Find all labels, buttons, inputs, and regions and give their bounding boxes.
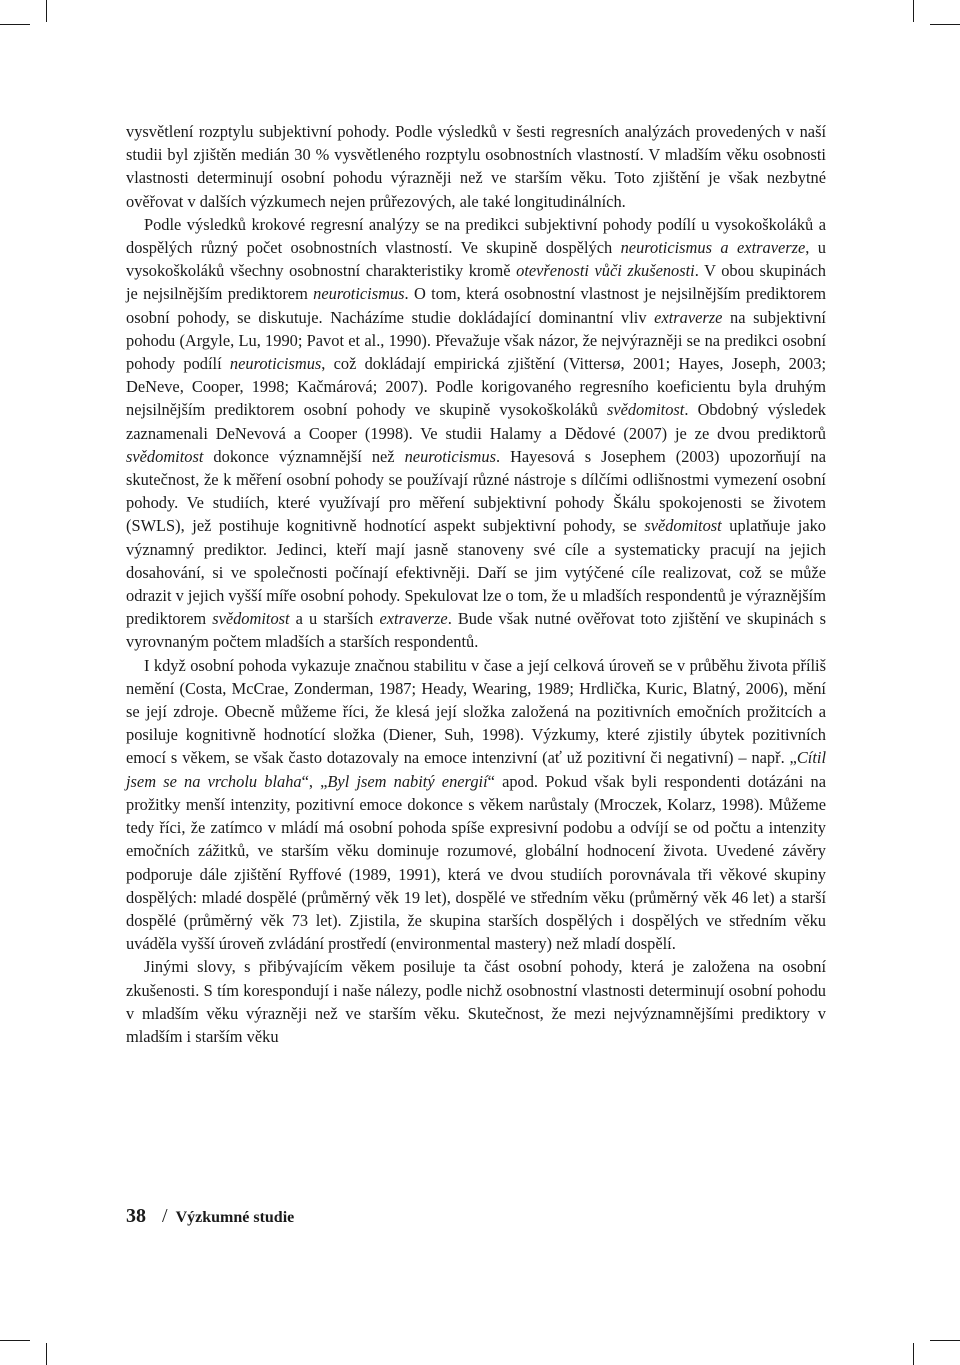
italic-term: neuroticismus [229, 354, 322, 374]
paragraph-1 [126, 120, 826, 213]
italic-quote: Byl jsem nabitý energií [327, 771, 488, 791]
paragraph-4 [126, 955, 826, 1048]
paragraph-3 [126, 654, 826, 956]
page-number: 38 [126, 1205, 146, 1227]
italic-term: neuroticismus [404, 446, 496, 466]
italic-term: svědomitost [212, 609, 290, 629]
paragraph-2 [126, 213, 826, 654]
page-footer [126, 1205, 294, 1228]
text-run: “ apod. Pokud však byli respondenti dotázáni na prožitky menší intenzity, pozitivní emoce dokonce s věkem narůstaly (Mroczek, Kolarz, 1998). Můžeme tedy říci, že zatímco v mládí má osobní pohoda spíše expresivní podobu a odvíjí se od počtu a intenzity emočních zážitků, ve starším věku dominuje rozumové, globální hodnocení života. Uvedené závěry podporuje dále zjištění Ryffové (1989, 1991), která ve dvou studiích porovnávala tři věkové skupiny dospělých: mladé dospělé (průměrný věk 19 let), dospělé ve středním věku (průměrný věk 46 let) a starší dospělé (průměrný věk 73 let). Zjistila, že skupina starších dospělých i dospělých ve středním věku uváděla vyšší úroveň zvládání prostředí (environmental mastery) než mladí dospělí. [126, 771, 826, 954]
italic-term: neuroticismus a extraverze [620, 238, 806, 258]
text-run: . Obdobný výsledek zaznamenali DeNevová a Cooper (1998). Ve studii Halamy a Dědové (2007) je ze dvou prediktorů [126, 400, 826, 443]
crop-mark-top-left-v [46, 0, 47, 22]
crop-mark-bottom-right-h [930, 1340, 960, 1341]
italic-quote: Cítil jsem se na vrcholu blaha [126, 748, 826, 791]
section-title: Výzkumné studie [175, 1209, 295, 1226]
text-run: uplatňuje jako významný prediktor. Jedinci, kteří mají jasně stanoveny své cíle a systematicky pracují na jejich dosahování, si ve společnosti počínají efektivněji. Daří se jim vytýčené cíle realizovat, což se může odrazit v jejich vyšší míře osobní pohody. Spekulovat lze o tom, že u mladších respondentů je výraznějším prediktorem [126, 516, 826, 629]
text-run: Jinými slovy, s přibývajícím věkem posiluje ta část osobní pohody, která je založena na osobní zkušenosti. S tím korespondují i naše nálezy, podle nichž osobnostní vlastnosti determinují osobní pohodu v mladším věku výrazněji než ve starším věku. Skutečnost, že mezi nejvýznamnějšími prediktory v mladším i starším věku [126, 957, 826, 1046]
text-run: . O tom, která osobnostní vlastnost je nejsilnějším prediktorem osobní pohody, se diskutuje. Nacházíme studie dokládající dominantní vliv [126, 284, 826, 327]
italic-term: extraverze [654, 307, 723, 327]
text-run: . Hayesová s Josephem (2003) upozorňují na skutečnost, že k měření osobní pohody se používají různé nástroje s dílčími odlišnostmi vymezení osobní pohody. Ve studiích, které využívají pro měření subjektivní pohody Škálu spokojenosti se životem (SWLS), jež postihuje kognitivně hodnotící aspekt subjektivní pohody, se [126, 446, 826, 536]
footer-separator: / [162, 1205, 168, 1227]
italic-term: otevřenosti vůči zkušenosti [516, 261, 695, 281]
text-run: a u starších [289, 609, 380, 629]
text-run: . Bude však nutné ověřovat toto zjištění ve skupinách s vyrovnaným počtem mladších a starších respondentů. [126, 609, 827, 652]
crop-mark-bottom-left-v [46, 1343, 47, 1365]
crop-mark-bottom-right-v [913, 1343, 914, 1365]
crop-mark-top-right-v [913, 0, 914, 22]
text-run: na subjektivní pohodu (Argyle, Lu, 1990; Pavot et al., 1990). Převažuje však názor, že nejvýrazněji se na predikci osobní pohody podílí [126, 307, 826, 374]
italic-term: svědomitost [126, 446, 204, 466]
text-run: “, „ [301, 771, 328, 791]
crop-mark-bottom-left-h [0, 1340, 30, 1341]
text-run: , u vysokoškoláků všechny osobnostní charakteristiky kromě [126, 238, 827, 281]
text-run: I když osobní pohoda vykazuje značnou stabilitu v čase a její celková úroveň se v průběhu života příliš nemění (Costa, McCrae, Zonderman, 1987; Heady, Wearing, 1989; Hrdlička, Kuric, Blatný, 2006), mění se její zdroje. Obecně můžeme říci, že klesá její složka založená na pozitivních emočních prožitcích a posiluje kognitivně hodnotící složka (Diener, Suh, 1998). Výzkumy, které zjistily úbytek pozitivních emocí s věkem, se však často dotazovaly na emoce intenzivní (ať už pozitivní či negativní) – např. „ [126, 655, 826, 768]
body-text [126, 120, 826, 1048]
italic-term: extraverze [379, 609, 448, 629]
text-run: , což dokládají empirická zjištění (Vittersø, 2001; Hayes, Joseph, 2003; DeNeve, Cooper, 1998; Kačmárová; 2007). Podle korigovaného regresního koeficientu byla druhým nejsilnějším prediktorem osobní pohody ve skupině vysokoškoláků [126, 354, 827, 420]
italic-term: svědomitost [606, 400, 685, 420]
crop-mark-top-left-h [0, 24, 30, 25]
text-run: . V obou skupinách je nejsilnějším prediktorem [126, 261, 826, 304]
text-run: vysvětlení rozptylu subjektivní pohody. Podle výsledků v šesti regresních analýzách provedených v naší studii byl zjištěn medián 30 % vysvětleného rozptylu osobnostních vlastností. V mladším věku osobnosti vlastnosti determinují osobní pohodu výrazněji než ve starším věku. Toto zjištění je však nezbytné ověřovat v dalších výzkumech nejen průřezových, ale také longitudinálních. [126, 122, 826, 211]
text-run: dokonce významnější než [203, 446, 405, 466]
text-run: Podle výsledků krokové regresní analýzy se na predikci subjektivní pohody podílí u vysokoškoláků a dospělých různý počet osobnostních vlastností. Ve skupině dospělých [126, 214, 826, 258]
italic-term: svědomitost [644, 516, 722, 536]
crop-mark-top-right-h [930, 24, 960, 25]
italic-term: neuroticismus [313, 284, 405, 304]
